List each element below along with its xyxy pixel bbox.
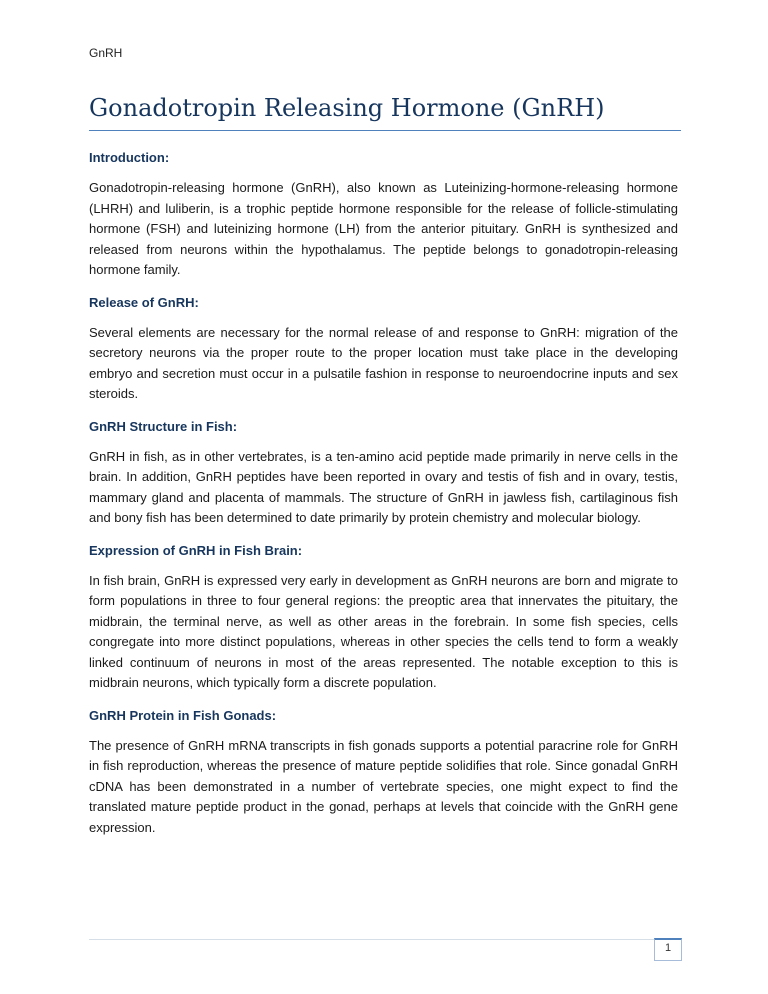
document-title: Gonadotropin Releasing Hormone (GnRH)	[89, 94, 605, 122]
section-heading-introduction: Introduction:	[89, 150, 170, 165]
page-number: 1	[664, 942, 672, 954]
section-paragraph-introduction: Gonadotropin-releasing hormone (GnRH), also known as Luteinizing-hormone-releasing hormone (LHRH) and luliberin, is a trophic peptide hormone responsible for the release of follicle-stimulating hormone (FSH) and luteinizing hormone (LH) from the anterior pituitary. GnRH is synthesized and released from neurons within the hypothalamus. The peptide belongs to gonadotropin-releasing hormone family.	[89, 180, 678, 277]
title-underline	[89, 130, 681, 131]
section-paragraph-release: Several elements are necessary for the normal release of and response to GnRH: migration of the secretory neurons via the proper route to the proper location must take place in the developing embryo and secretion must occur in a pulsatile fashion in response to neuroendocrine inputs and sex steroids.	[89, 324, 678, 401]
footer-rule	[89, 939, 654, 940]
section-paragraph-structure: GnRH in fish, as in other vertebrates, is a ten-amino acid peptide made primarily in nerve cells in the brain. In addition, GnRH peptides have been reported in ovary and testis of fish and in ovary, testis, mammary gland and placenta of mammals. The structure of GnRH in jawless fish, cartilaginous fish and bony fish has been determined to date primarily by protein chemistry and molecular biology.	[89, 448, 678, 525]
section-heading-expression: Expression of GnRH in Fish Brain:	[89, 542, 303, 558]
section-heading-release: Release of GnRH:	[89, 294, 199, 310]
section-paragraph-gonads: The presence of GnRH mRNA transcripts in fish gonads supports a potential paracrine role for GnRH in fish reproduction, whereas the presence of mature peptide solidifies that role. Since gonadal GnRH cDNA has been demonstrated in a number of vertebrate species, one might expect to find the translated mature peptide product in the gonad, perhaps at levels that coincide with the GnRH gene expression.	[89, 737, 678, 835]
section-paragraph-expression: In fish brain, GnRH is expressed very early in development as GnRH neurons are born and migrate to form populations in three to four general regions: the preoptic area that innervates the pituitary, the midbrain, the terminal nerve, as well as other areas in the forebrain. In some fish species, cells congregate into more distinct populations, whereas in other species the cells tend to form a weakly linked continuum of neurons in most of the areas represented. The notable exception to this is midbrain neurons, which typically form a discrete population.	[89, 572, 678, 690]
running-header: GnRH	[89, 46, 123, 60]
section-heading-gonads: GnRH Protein in Fish Gonads:	[89, 707, 277, 723]
document-body	[89, 148, 678, 850]
page-number-box	[654, 938, 682, 961]
section-heading-structure: GnRH Structure in Fish:	[89, 418, 238, 434]
